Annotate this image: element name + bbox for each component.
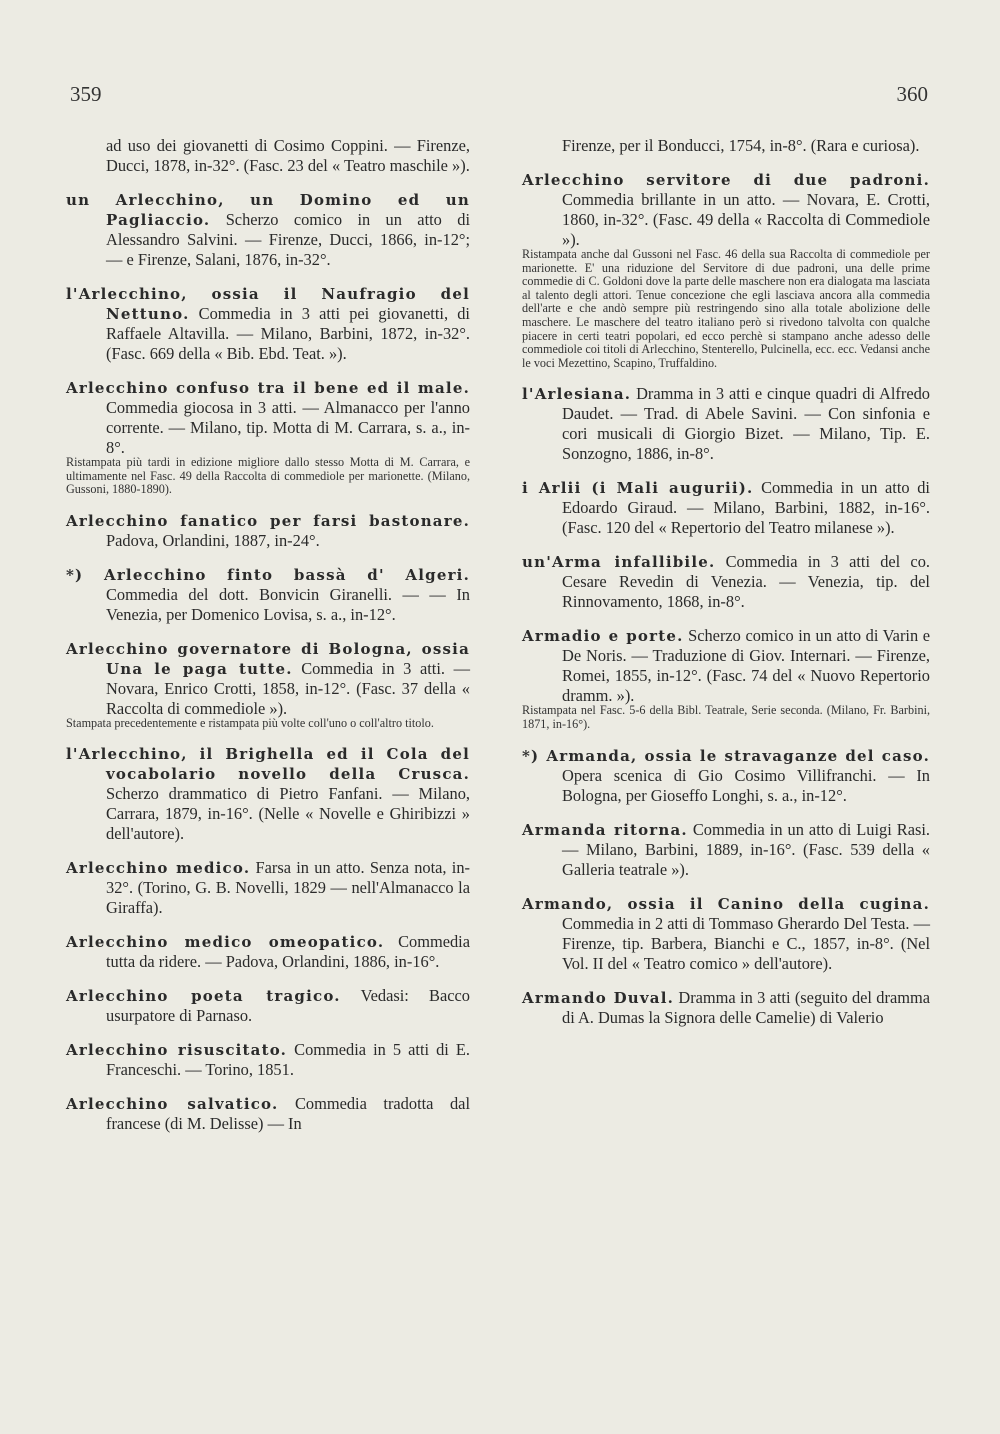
entry-title: *) Arlecchino finto bassà d' Algeri.	[66, 565, 470, 584]
entry-title: l'Arlesiana.	[522, 385, 632, 404]
entry: Arlecchino servitore di due padroni. Commedia brillante in un atto. — Novara, E. Crotti, 1860, in-32°. (Fasc. 49 della « Raccolta di Commediole »).	[522, 171, 930, 249]
left-column	[66, 136, 470, 1148]
entry: Arlecchino risuscitato. Commedia in 5 atti di E. Franceschi. — Torino, 1851.	[66, 1040, 470, 1080]
entry-title: un'Arma infallibile.	[522, 553, 716, 572]
entry-note: Stampata precedentemente e ristampata più volte coll'uno o coll'altro titolo.	[66, 715, 434, 730]
entry-title: Arlecchino governatore di Bologna, ossia Una le paga tutte.	[66, 639, 470, 678]
entry: Arlecchino medico. Farsa in un atto. Senza nota, in-32°. (Torino, G. B. Novelli, 1829 — nell'Almanacco la Giraffa).	[66, 858, 470, 918]
page-number-left: 359	[70, 82, 102, 106]
entry-title: Armando Duval.	[522, 988, 675, 1007]
entry-title: Armadio e porte.	[522, 627, 684, 646]
entry-title: Arlecchino medico.	[66, 859, 251, 878]
entry: un'Arma infallibile. Commedia in 3 atti del co. Cesare Revedin di Venezia. — Venezia, tip. del Rinnovamento, 1868, in-8°.	[522, 552, 931, 612]
entry: Armanda ritorna. Commedia in un atto di Luigi Rasi. — Milano, Barbini, 1889, in-16°. (Fasc. 539 della « Galleria teatrale »).	[522, 819, 930, 879]
entry-title: Arlecchino fanatico per farsi bastonare.	[66, 511, 470, 530]
entry: i Arlii (i Mali augurii). Commedia in un atto di Edoardo Giraud. — Milano, Barbini, 1882, in-16°. (Fasc. 120 del « Repertorio del Teatro milanese »).	[522, 478, 930, 538]
entry-title: Armanda ritorna.	[522, 820, 688, 839]
entry-note: Ristampata anche dal Gussoni nel Fasc. 46 della sua Raccolta di commediole per marionette. E' una riduzione del Servitore di due padroni, una delle prime commedie di C. Goldoni dove la parte delle maschere non era dialogata ma lasciata al talento degli attori. Tenue concezione che egli lasciava ancora alla commedia dell'arte e che andò sempre più restringendo sino alla totale abolizione delle maschere. Le maschere del teatro italiano però si rivedono talvolta con qualche piacere in certi teatri popolari, ed ecco perchè si stampano anche adesso delle commediole coi titoli di Arlecchino, Stenterello, Pulcinella, ecc. ecc. Vedansi anche le voci Mezettino, Scapino, Truffaldino.	[522, 247, 930, 370]
entry: *) Arlecchino finto bassà d' Algeri. Commedia del dott. Bonvicin Giranelli. — — In Venezia, per Domenico Lovisa, s. a., in-12°.	[66, 565, 470, 624]
entry-title: *) Armanda, ossia le stravaganze del caso.	[522, 746, 930, 765]
entry: Armadio e porte. Scherzo comico in un atto di Varin e De Noris. — Traduzione di Giov. Internari. — Firenze, Romei, 1855, in-12°. (Fasc. 74 del « Nuovo Repertorio dramm. »).	[522, 626, 930, 706]
entry: Arlecchino governatore di Bologna, ossia Una le paga tutte. Commedia in 3 atti. — Novara, Enrico Crotti, 1858, in-12°. (Fasc. 37 della « Raccolta di commediole »).	[66, 639, 470, 718]
entry-title: Arlecchino poeta tragico.	[66, 987, 341, 1006]
entry-title: Arlecchino risuscitato.	[66, 1041, 288, 1060]
entry: Arlecchino confuso tra il bene ed il male. Commedia giocosa in 3 atti. — Almanacco per l'anno corrente. — Milano, tip. Motta di M. Carrara, s. a., in-8°.	[66, 379, 470, 457]
entry: Arlecchino salvatico. Commedia tradotta dal francese (di M. Delisse) — In	[66, 1094, 470, 1134]
entry-title: Arlecchino confuso tra il bene ed il male.	[66, 379, 470, 397]
entry: l'Arlecchino, il Brighella ed il Cola del vocabolario novello della Crusca. Scherzo drammatico di Pietro Fanfani. — Milano, Carrara, 1879, in-16°. (Nelle « Novelle e Ghiribizzi » dell'autore).	[66, 745, 470, 844]
entry: Arlecchino medico omeopatico. Commedia tutta da ridere. — Padova, Orlandini, 1886, in-16°.	[66, 932, 470, 972]
entry-note: Ristampata nel Fasc. 5-6 della Bibl. Teatrale, Serie seconda. (Milano, Fr. Barbini, 1871, in-16°).	[522, 703, 930, 731]
entry-title: Arlecchino medico omeopatico.	[66, 933, 385, 952]
right-column	[522, 136, 930, 1042]
entry: Armando Duval. Dramma in 3 atti (seguito del dramma di A. Dumas la Signora delle Camelie) di Valerio	[522, 987, 930, 1027]
entry: l'Arlesiana. Dramma in 3 atti e cinque quadri di Alfredo Daudet. — Trad. di Abele Savini. — Con sinfonia e cori musicali di Giorgio Bizet. — Milano, Tip. E. Sonzogno, 1886, in-8°.	[522, 384, 930, 464]
entry-title: Armando, ossia il Canino della cugina.	[522, 894, 930, 913]
entry-note: Ristampata più tardi in edizione migliore dallo stesso Motta di M. Carrara, e ultimamente nel Fasc. 49 della Raccolta di commediole per marionette. (Milano, Gussoni, 1880-1890).	[66, 455, 470, 497]
entry: l'Arlecchino, ossia il Naufragio del Nettuno. Commedia in 3 atti pei giovanetti, di Raffaele Altavilla. — Milano, Barbini, 1872, in-32°. (Fasc. 669 della « Bib. Ebd. Teat. »).	[66, 285, 470, 363]
entry-title: un Arlecchino, un Domino ed un Pagliaccio.	[66, 191, 470, 229]
entry-title: Arlecchino servitore di due padroni.	[522, 171, 930, 189]
entry: un Arlecchino, un Domino ed un Pagliaccio. Scherzo comico in un atto di Alessandro Salvini. — Firenze, Ducci, 1866, in-12°; — e Firenze, Salani, 1876, in-32°.	[66, 191, 470, 269]
entry: Arlecchino poeta tragico. Vedasi: Bacco usurpatore di Parnaso.	[66, 986, 471, 1026]
page-number-right: 360	[896, 82, 928, 106]
entry-continuation: Firenze, per il Bonducci, 1754, in-8°. (Rara e curiosa).	[562, 136, 920, 155]
entry-title: i Arlii (i Mali augurii).	[522, 479, 754, 498]
entry-continuation: ad uso dei giovanetti di Cosimo Coppini. — Firenze, Ducci, 1878, in-32°. (Fasc. 23 del « Teatro maschile »).	[106, 136, 470, 175]
entry: Arlecchino fanatico per farsi bastonare. Padova, Orlandini, 1887, in-24°.	[66, 511, 470, 550]
entry: Armando, ossia il Canino della cugina. Commedia in 2 atti di Tommaso Gherardo Del Testa. — Firenze, tip. Barbera, Bianchi e C., 1857, in-8°. (Nel Vol. II del « Teatro comico » dell'autore).	[522, 894, 930, 973]
entry: *) Armanda, ossia le stravaganze del caso. Opera scenica di Gio Cosimo Villifranchi. — In Bologna, per Gioseffo Longhi, s. a., in-12°.	[522, 746, 930, 805]
entry-title: l'Arlecchino, il Brighella ed il Cola del vocabolario novello della Crusca.	[66, 745, 470, 784]
entry-title: l'Arlecchino, ossia il Naufragio del Nettuno.	[66, 285, 470, 323]
entry-title: Arlecchino salvatico.	[66, 1095, 279, 1114]
